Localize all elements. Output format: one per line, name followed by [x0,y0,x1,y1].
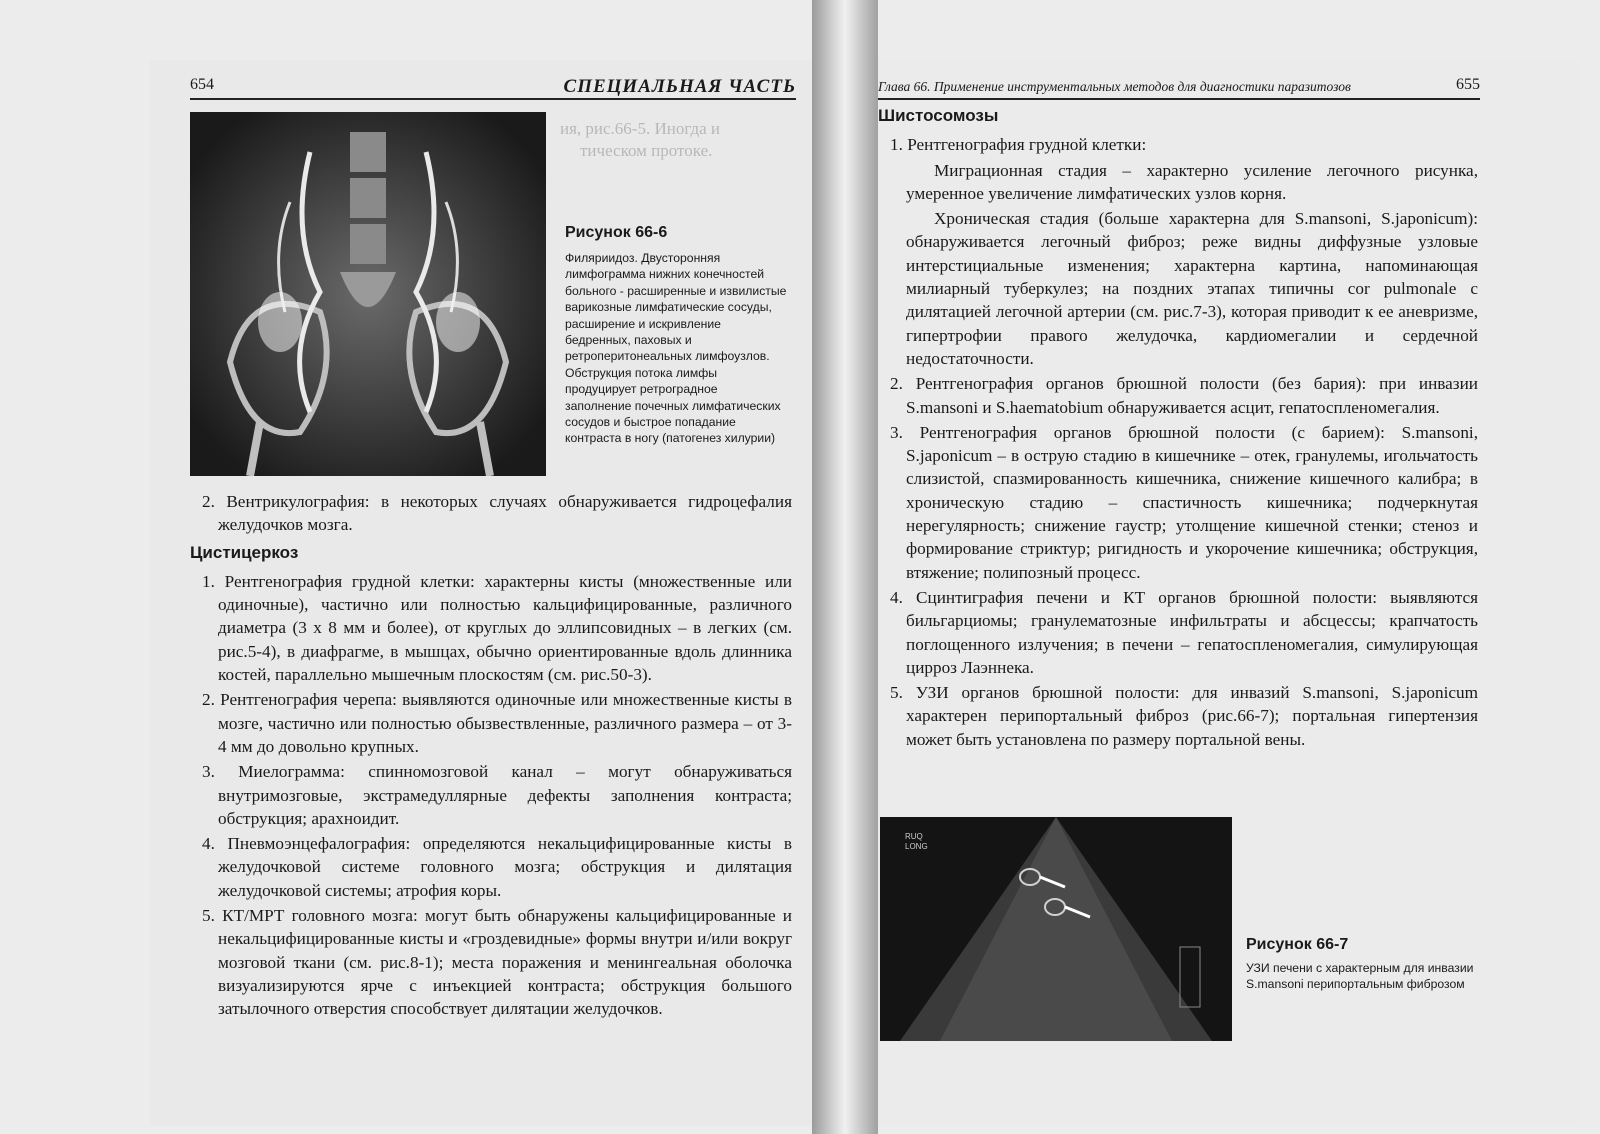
list-item: 5. КТ/МРТ головного мозга: могут быть обнаружены кальцифицированные и некальцифицированные кисты и «гроздевидные» формы внутри и/или вокруг мозговой ткани (см. рис.8-1); места поражения и менингеальная оболочка визуализируются ярче с инъекцией контраста; обструкция большого затылочного отверстия способствует дилятации желудочков. [202,906,792,1019]
paragraph-migration: Миграционная стадия – характерно усиление легочного рисунка, умеренное увеличение лимфатических узлов корня. [906,160,1478,203]
page-number: 655 [1456,76,1480,93]
figure-66-6-title: Рисунок 66-6 [565,224,668,241]
ultrasound-image [880,817,1232,1041]
list-item: 4. Пневмоэнцефалография: определяются некальцифицированные кисты в желудочковой системе головного мозга; обструкция и дилятация желудочковой системы; атрофия коры. [202,834,792,900]
page-number: 654 [190,76,214,93]
figure-66-7-caption: УЗИ печени с характерным для инвазии S.mansoni перипортальным фиброзом [1246,961,1474,992]
list-item: 4. Сцинтиграфия печени и КТ органов брюшной полости: выявляются бильгарциомы; гранулематозные инфильтраты и абсцессы; крапчатость поглощенного излучения; в печени – гепатоспленомегалия, симулирующая цирроз Лаэннека. [890,587,1478,677]
lymphogram-image [190,112,546,476]
figure-66-6-caption: Филяриидоз. Двусторонняя лимфограмма нижних конечностей больного - расширенные и извилистые варикозные лимфатические сосуды, расширение и искривление бедренных, паховых и ретроперитонеальных лимфоузлов. Обструкция потока лимфы продуцирует ретроградное заполнение почечных лимфатических сосудов и быстрое попадание контраста в ногу (патогенез хилурии) [565,251,787,446]
section-title: Цистицеркоз [190,542,299,562]
paragraph-chronic: Хроническая стадия (больше характерна для S.mansoni, S.japonicum): обнаруживается легочный фиброз; реже видны диффузные узловые интерстициальные изменения; характерна картина, напоминающая милиарный туберкулез; на поздних этапах типичны cor pulmonale с дилятацией легочной артерии (см. рис.7-3), которая приводит к ее аневризме, гипертрофии правого желудочка, кардиомегалии и сердечной недостаточности. [906,209,1478,368]
us-label-1: RUQ [905,832,923,841]
left-page [150,60,812,1126]
figure-66-7-title: Рисунок 66-7 [1246,936,1349,953]
list-item: 1. Рентгенография грудной клетки: [890,135,1147,155]
list-item: 2. Вентрикулография: в некоторых случаях обнаруживается гидроцефалия желудочков мозга. [202,492,792,535]
section-title: Шистосомозы [878,106,999,125]
running-title: СПЕЦИАЛЬНАЯ ЧАСТЬ [563,76,796,97]
bleed-text: тическом протоке. [580,141,713,160]
list-item: 2. Рентгенография черепа: выявляются одиночные или множественные кисты в мозге, частично или полностью обызвествленные, различного размера – от 3-4 мм до довольно крупных. [202,690,792,756]
page-header [878,76,1480,100]
list-item: 2. Рентгенография органов брюшной полости (без бария): при инвазии S.mansoni и S.haematobium обнаруживается асцит, гепатоспленомегалия. [890,374,1478,417]
left-body [190,490,792,1023]
scale-marks [1180,947,1200,1007]
us-label-2: LONG [905,842,928,851]
running-title: Глава 66. Применение инструментальных методов для диагностики паразитозов [878,79,1351,94]
list-item: 3. Рентгенография органов брюшной полости (с барием): S.mansoni, S.japonicum – в острую стадию в кишечнике – отек, гранулемы, игольчатость слизистой, спазмированность кишечника, снижение кишечного калибра; в хроническую стадию – спастичность кишечника; подчеркнутая нерегулярность; снижение гаустр; утолщение кишечной стенки; стеноз и формирование стриктур; ригидность и укорочение кишечника; обструкция, втяжение; полипозный процесс. [890,422,1478,582]
right-page [878,60,1578,1126]
page-header [190,76,796,100]
book-gutter [812,0,878,1134]
list-item: 3. Миелограмма: спинномозговой канал – могут обнаруживаться внутримозговые, экстрамедуллярные дефекты заполнения контраста; обструкция; арахноидит. [202,762,792,828]
bleed-text: ия, рис.66-5. Иногда и [560,119,721,138]
right-body [878,104,1478,753]
list-item: 1. Рентгенография грудной клетки: характерны кисты (множественные или одиночные), частично или полностью кальцифицированные, различного диаметра (3 х 8 мм и более), от круглых до эллипсовидных – в легких (см. рис.5-4), в диафрагме, в мышцах, обычно ориентированные вдоль длинника костей, параллельно мышечным плоскостям (см. рис.50-3). [202,571,792,685]
xray-illustration [190,112,546,476]
ultrasound-illustration [880,817,1232,1041]
list-item: 5. УЗИ органов брюшной полости: для инвазий S.mansoni, S.japonicum характерен перипортальный фиброз (рис.66-7); портальная гипертензия может быть установлена по размеру портальной вены. [890,683,1478,749]
